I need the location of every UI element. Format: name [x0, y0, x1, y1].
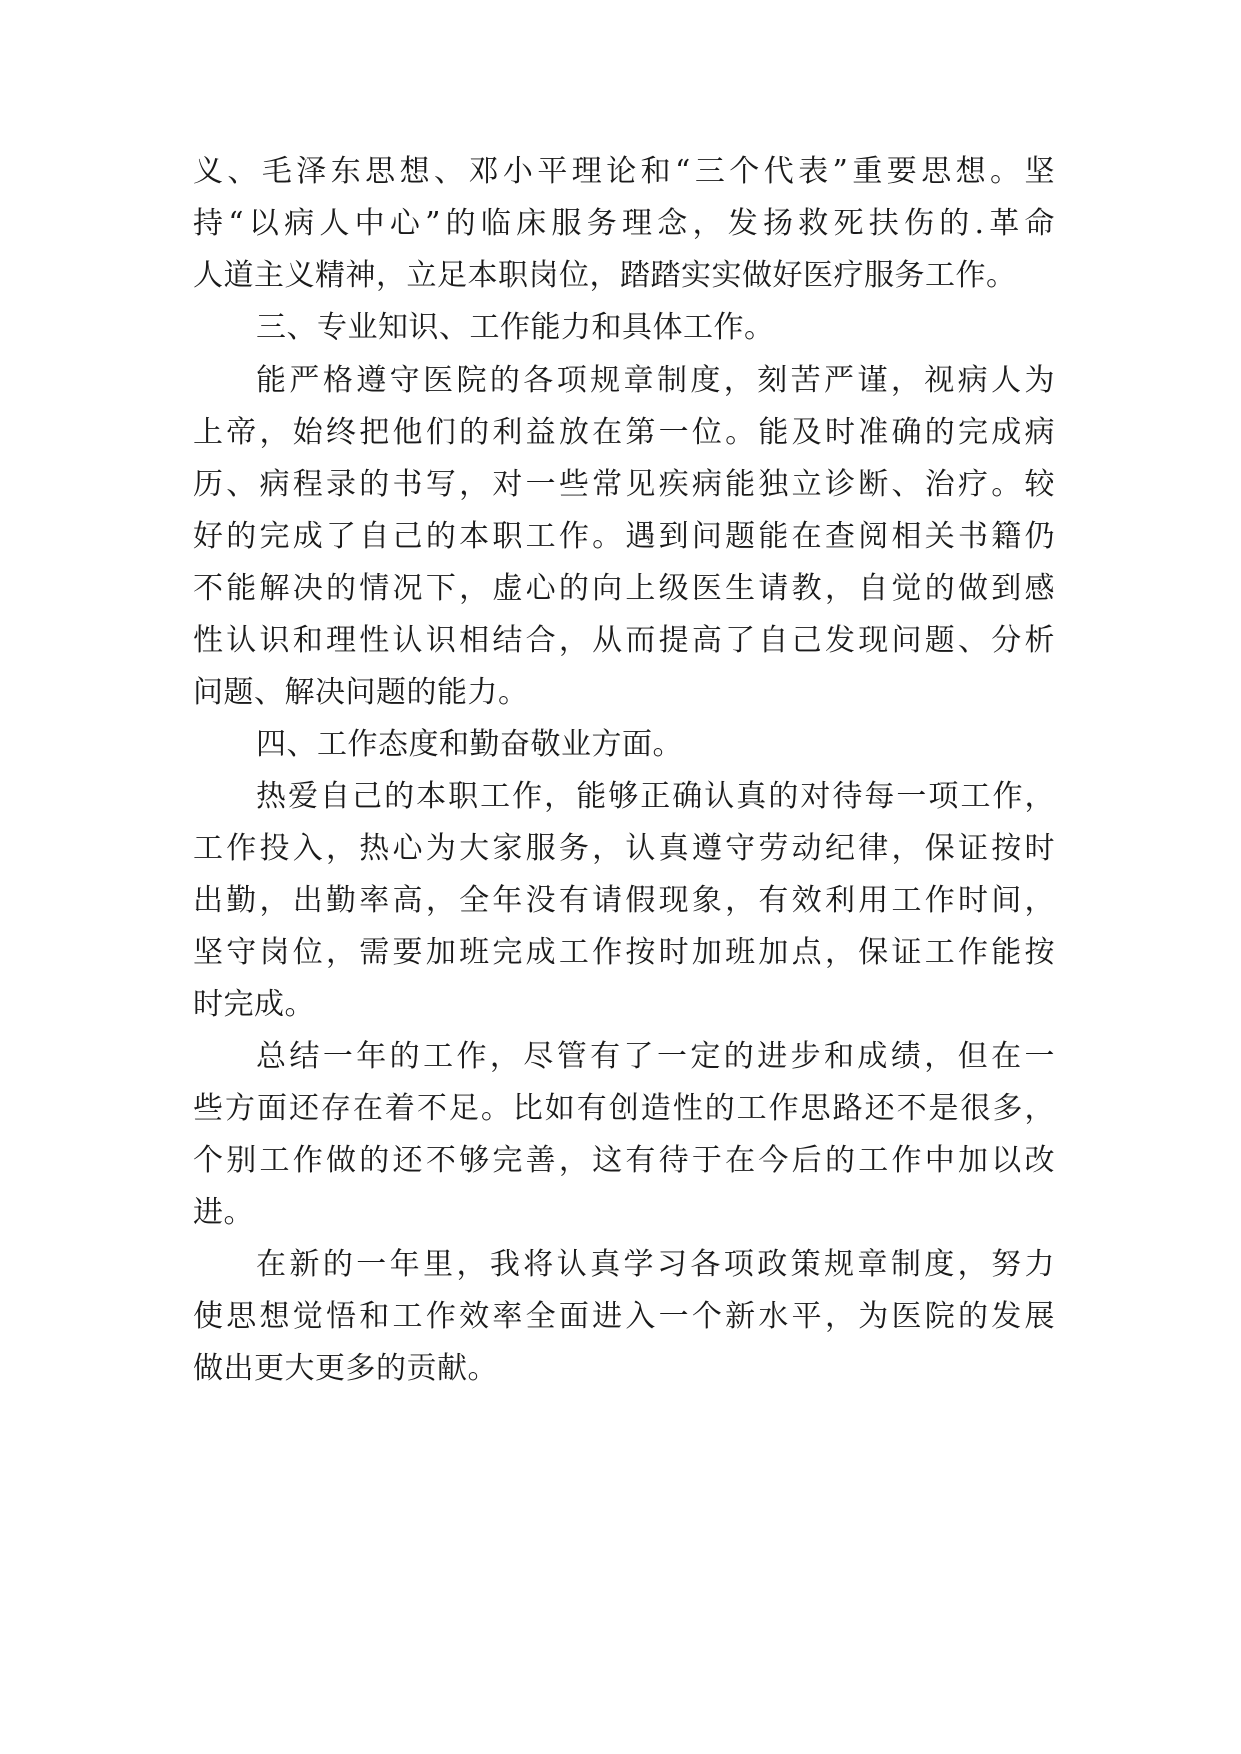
text-line: 热爱自己的本职工作，能够正确认真的对待每一项工作，	[256, 779, 1055, 814]
text-line: 好的完成了自己的本职工作。遇到问题能在查阅相关书籍仍	[193, 519, 1055, 554]
text-line: 坚守岗位，需要加班完成工作按时加班加点，保证工作能按	[193, 935, 1055, 970]
text-line: 义、毛泽东思想、邓小平理论和“三个代表”重要思想。坚	[193, 154, 1055, 189]
text-line: 使思想觉悟和工作效率全面进入一个新水平，为医院的发展	[193, 1299, 1055, 1334]
text-line: 持“以病人中心”的临床服务理念，发扬救死扶伤的.革命	[193, 206, 1055, 241]
text-line: 进。	[193, 1195, 254, 1230]
section-heading: 三、专业知识、工作能力和具体工作。	[256, 310, 775, 345]
text-line: 上帝，始终把他们的利益放在第一位。能及时准确的完成病	[193, 415, 1055, 450]
text-line: 问题、解决问题的能力。	[193, 675, 529, 710]
section-heading: 四、工作态度和勤奋敬业方面。	[256, 727, 683, 762]
text-line: 人道主义精神，立足本职岗位，踏踏实实做好医疗服务工作。	[193, 258, 1017, 293]
text-line: 时完成。	[193, 987, 315, 1022]
text-line: 个别工作做的还不够完善，这有待于在今后的工作中加以改	[193, 1143, 1055, 1178]
text-line: 出勤，出勤率高，全年没有请假现象，有效利用工作时间，	[193, 883, 1055, 918]
text-line: 历、病程录的书写，对一些常见疾病能独立诊断、治疗。较	[193, 467, 1055, 502]
text-line: 在新的一年里，我将认真学习各项政策规章制度，努力	[256, 1247, 1055, 1282]
text-line: 性认识和理性认识相结合，从而提高了自己发现问题、分析	[193, 623, 1055, 658]
text-line: 工作投入，热心为大家服务，认真遵守劳动纪律，保证按时	[193, 831, 1055, 866]
text-line: 做出更大更多的贡献。	[193, 1351, 498, 1386]
text-line: 总结一年的工作，尽管有了一定的进步和成绩，但在一	[256, 1039, 1055, 1074]
text-line: 能严格遵守医院的各项规章制度，刻苦严谨，视病人为	[256, 363, 1055, 398]
text-line: 些方面还存在着不足。比如有创造性的工作思路还不是很多，	[193, 1091, 1055, 1126]
text-line: 不能解决的情况下，虚心的向上级医生请教，自觉的做到感	[193, 571, 1055, 606]
